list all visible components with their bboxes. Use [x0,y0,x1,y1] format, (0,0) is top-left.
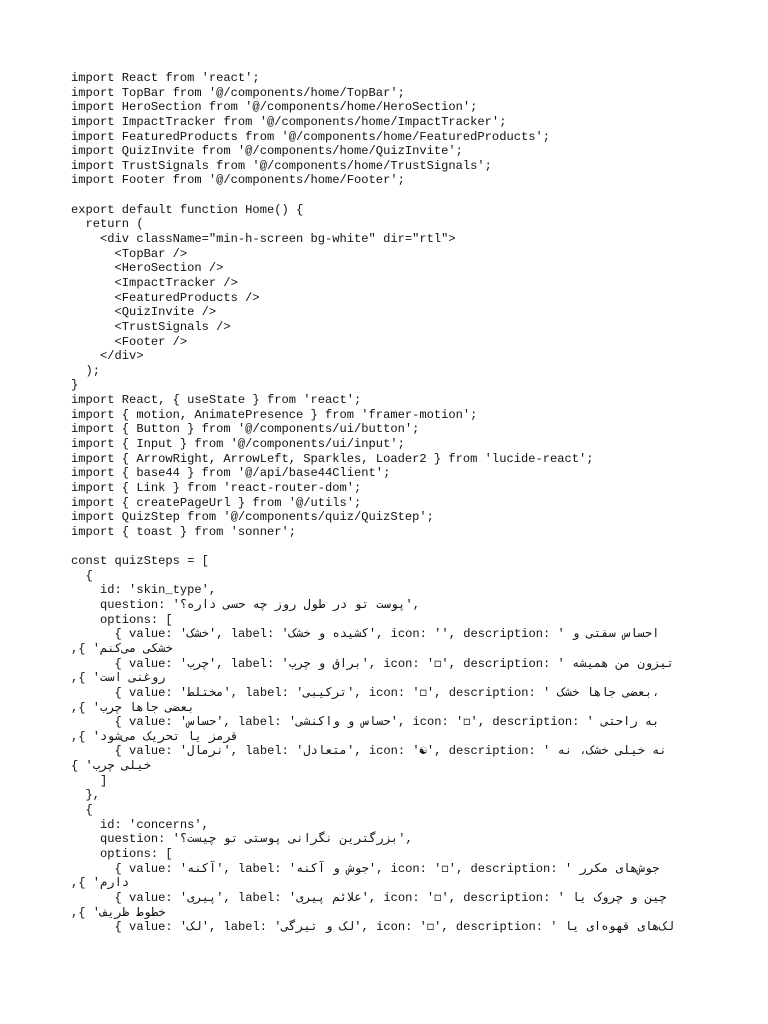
code-line: { value: 'آکنه', label: 'جوش و آکنه', icon: '◻', description: ' جوش‌های مکرر [71,861,660,876]
code-line: { value: 'خشک', label: 'کشیده و خشک', icon: '', description: ' احساس سفتی و [71,627,660,642]
code-line: import { createPageUrl } from '@/utils'; [71,495,362,510]
code-line: import Footer from '@/components/home/Footer'; [71,173,405,188]
code-line: import ImpactTracker from '@/components/home/ImpactTracker'; [71,114,507,129]
code-line: import { Button } from '@/components/ui/button'; [71,422,420,437]
code-line: <TopBar /> [71,246,188,261]
code-line: import { base44 } from '@/api/base44Client'; [71,466,391,481]
code-line: بعضی جاها چرب' }, [71,700,195,715]
code-line: return ( [71,217,144,232]
code-line: import QuizInvite from '@/components/home/QuizInvite'; [71,144,463,159]
code-line: <TrustSignals /> [71,319,231,334]
code-line: options: [ [71,612,173,627]
code-line: id: 'skin_type', [71,583,217,598]
code-line: <FeaturedProducts /> [71,290,260,305]
code-line: { [71,568,93,583]
code-line: { value: 'پیری', label: 'علائم پیری', icon: '◻', description: ' چین و چروک یا [71,890,667,905]
code-line: { value: 'چرب', label: 'براق و چرب', icon: '◻', description: ' تیزون من همیشه [71,656,674,671]
code-line: import { Link } from 'react-router-dom'; [71,480,362,495]
code-document [71,71,711,935]
code-line: روغنی است' }, [71,671,166,686]
code-line: question: 'پوست تو در طول روز چه حسی داره؟', [71,598,420,613]
code-line: { value: 'مختلط', label: 'ترکیبی', icon: '◻', description: ' بعضی جاها خشک، [71,685,660,700]
code-line: <div className="min-h-screen bg-white" dir="rtl"> [71,232,456,247]
code-line: }, [71,788,101,803]
code-line: دارم' }, [71,876,130,891]
code-line: import React from 'react'; [71,71,260,85]
code-line: import QuizStep from '@/components/quiz/QuizStep'; [71,510,434,525]
code-line: </div> [71,349,144,364]
code-line: { value: 'حساس', label: 'حساس و واکنشی', icon: '◻', description: ' به راحتی [71,715,660,730]
code-line: ); [71,363,101,378]
code-line: export default function Home() { [71,202,304,217]
code-line: import { toast } from 'sonner'; [71,524,296,539]
code-line: import { motion, AnimatePresence } from 'framer-motion'; [71,407,478,422]
code-line: خطوط ظریف' }, [71,905,166,920]
code-line [71,188,711,203]
code-line [71,540,711,555]
code-line: import TrustSignals from '@/components/home/TrustSignals'; [71,158,492,173]
code-line: { [71,803,93,818]
code-line: id: 'concerns', [71,817,209,832]
code-line: { value: 'لک', label: 'لک و تیرگی', icon: '◻', description: ' لک‌های قهوه‌ای یا [71,920,674,935]
code-line: import HeroSection from '@/components/home/HeroSection'; [71,100,478,115]
code-line: ] [71,773,108,788]
code-line: <Footer /> [71,334,188,349]
code-line: options: [ [71,846,173,861]
code-line: import { Input } from '@/components/ui/input'; [71,437,405,452]
code-line: import TopBar from '@/components/home/TopBar'; [71,85,405,100]
code-line: خیلی چرب' } [71,759,151,774]
code-line: <HeroSection /> [71,261,224,276]
code-line: خشکی می‌کنم' }, [71,641,173,656]
code-line: question: 'بزرگترین نگرانی پوستی تو چیست؟', [71,832,413,847]
code-line: import FeaturedProducts from '@/components/home/FeaturedProducts'; [71,129,550,144]
code-line: قرمز یا تحریک می‌شود' }, [71,729,239,744]
code-line: { value: 'نرمال', label: 'متعادل', icon: '☯', description: ' نه خیلی خشک، نه [71,744,667,759]
code-line: import { ArrowRight, ArrowLeft, Sparkles, Loader2 } from 'lucide-react'; [71,451,594,466]
code-line: const quizSteps = [ [71,554,209,569]
code-line: <QuizInvite /> [71,305,217,320]
code-line: import React, { useState } from 'react'; [71,393,362,408]
code-line: <ImpactTracker /> [71,275,238,290]
code-line: } [71,378,79,393]
